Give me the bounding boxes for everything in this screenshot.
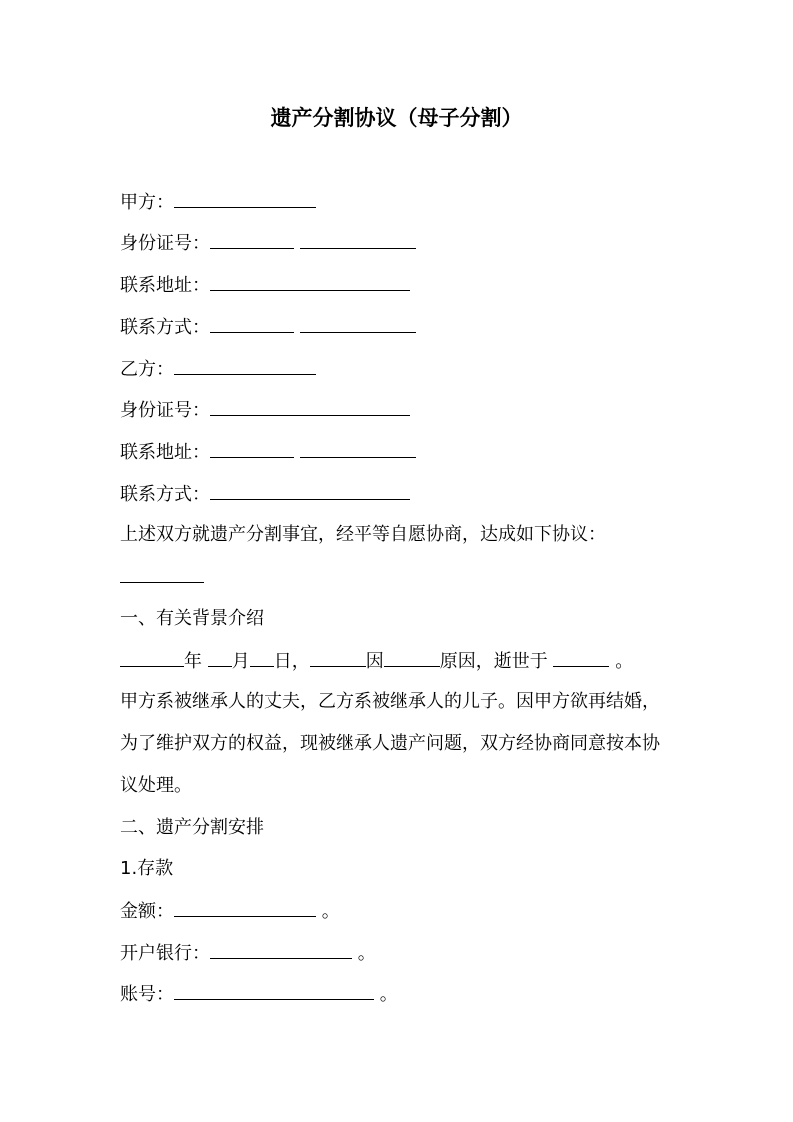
year-label: 年 xyxy=(184,651,202,672)
party-a-contact-label: 联系方式： xyxy=(120,317,210,338)
deposit-subheading: 1.存款 xyxy=(120,858,174,879)
party-a-name-label: 甲方： xyxy=(120,192,174,213)
bank-blank[interactable] xyxy=(210,940,352,959)
bank-period: 。 xyxy=(357,943,376,964)
cause-blank-1[interactable] xyxy=(310,648,366,667)
intro-blank-line xyxy=(120,564,204,591)
cause-label-2: 原因，逝世于 xyxy=(439,651,548,672)
party-a-address-label: 联系地址： xyxy=(120,275,210,296)
intro-paragraph: 上述双方就遗产分割事宜，经平等自愿协商，达成如下协议： xyxy=(120,524,606,545)
party-a-name-line xyxy=(120,189,316,216)
account-period: 。 xyxy=(379,984,398,1005)
amount-period: 。 xyxy=(321,901,340,922)
party-b-id-label: 身份证号： xyxy=(120,400,210,421)
account-label: 账号： xyxy=(120,984,174,1005)
death-date-line xyxy=(120,648,633,675)
period: 。 xyxy=(615,651,634,672)
party-b-address-line xyxy=(120,439,416,466)
party-a-id-blank-1[interactable] xyxy=(210,230,294,249)
section-1-heading: 一、有关背景介绍 xyxy=(120,608,264,629)
month-blank[interactable] xyxy=(208,648,232,667)
month-label: 月 xyxy=(231,651,250,672)
intro-blank[interactable] xyxy=(120,564,204,583)
account-line xyxy=(120,981,398,1008)
account-blank[interactable] xyxy=(174,981,374,1000)
amount-label: 金额： xyxy=(120,901,174,922)
party-a-address-blank[interactable] xyxy=(210,272,410,291)
party-b-id-blank[interactable] xyxy=(210,397,410,416)
party-b-address-blank-2[interactable] xyxy=(300,439,416,458)
place-blank[interactable] xyxy=(553,648,609,667)
party-b-name-line xyxy=(120,356,316,383)
party-b-contact-label: 联系方式： xyxy=(120,484,210,505)
day-label: 日， xyxy=(273,651,310,672)
party-b-name-blank[interactable] xyxy=(174,356,316,375)
day-blank[interactable] xyxy=(250,648,274,667)
party-a-id-line xyxy=(120,230,416,257)
year-blank[interactable] xyxy=(120,648,184,667)
amount-blank[interactable] xyxy=(174,898,316,917)
background-paragraph-line-3: 议处理。 xyxy=(120,775,192,796)
section-2-heading: 二、遗产分割安排 xyxy=(120,817,264,838)
party-b-contact-blank[interactable] xyxy=(210,481,410,500)
party-b-id-line xyxy=(120,397,410,424)
background-paragraph-line-1: 甲方系被继承人的丈夫，乙方系被继承人的儿子。因甲方欲再结婚， xyxy=(120,691,660,712)
party-a-name-blank[interactable] xyxy=(174,189,316,208)
document-title: 遗产分割协议（母子分割） xyxy=(270,106,523,130)
party-a-id-blank-2[interactable] xyxy=(300,230,416,249)
party-a-contact-blank-2[interactable] xyxy=(300,314,416,333)
cause-blank-2[interactable] xyxy=(384,648,440,667)
party-a-address-line xyxy=(120,272,410,299)
amount-line xyxy=(120,898,340,925)
party-b-name-label: 乙方： xyxy=(120,359,174,380)
bank-line xyxy=(120,940,376,967)
party-b-address-blank-1[interactable] xyxy=(210,439,294,458)
party-a-contact-blank-1[interactable] xyxy=(210,314,294,333)
party-a-contact-line xyxy=(120,314,416,341)
cause-label-1: 因 xyxy=(365,651,384,672)
party-a-id-label: 身份证号： xyxy=(120,233,210,254)
party-b-address-label: 联系地址： xyxy=(120,442,210,463)
party-b-contact-line xyxy=(120,481,410,508)
bank-label: 开户银行： xyxy=(120,943,210,964)
background-paragraph-line-2: 为了维护双方的权益，现被继承人遗产问题，双方经协商同意按本协 xyxy=(120,733,660,754)
